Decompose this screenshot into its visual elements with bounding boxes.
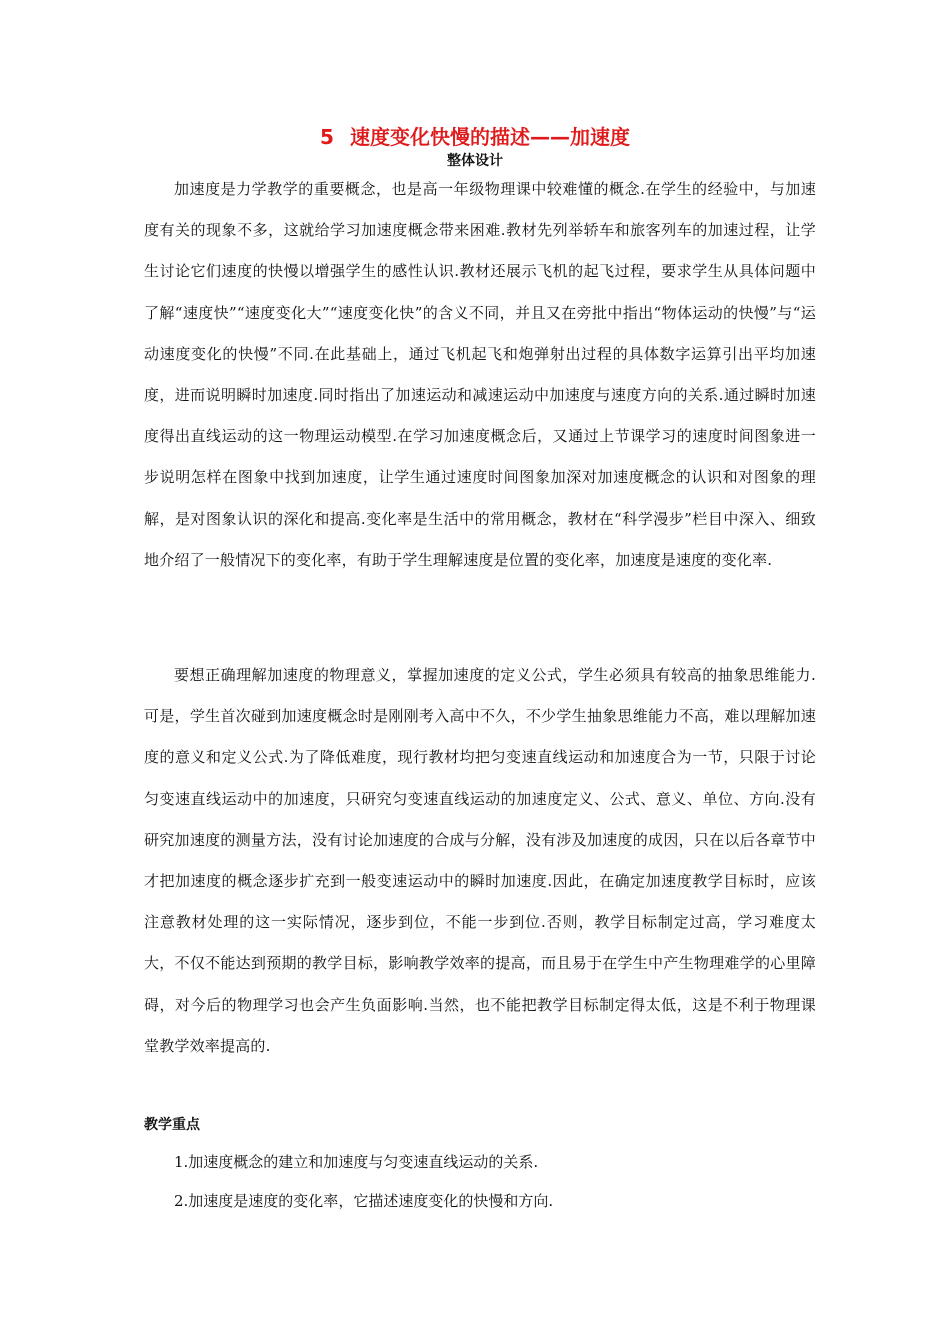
section-heading-key-points: 教学重点 xyxy=(144,1117,200,1133)
key-point-item: 2.加速度是速度的变化率，它描述速度变化的快慢和方向. xyxy=(174,1192,554,1210)
document-title xyxy=(0,124,950,150)
key-point-item: 1.加速度概念的建立和加速度与匀变速直线运动的关系. xyxy=(174,1153,539,1171)
paragraph-overview: 加速度是力学教学的重要概念，也是高一年级物理课中较难懂的概念.在学生的经验中，与加速度有关的现象不多，这就给学习加速度概念带来困难.教材先列举轿车和旅客列车的加速过程，让学生讨论它们速度的快慢以增强学生的感性认识.教材还展示飞机的起飞过程，要求学生从具体问题中了解“速度快”“速度变化大”“速度变化快”的含义不同，并且又在旁批中指出“物体运动的快慢”与“运动速度变化的快慢”不同.在此基础上，通过飞机起飞和炮弹射出过程的具体数字运算引出平均加速度，进而说明瞬时加速度.同时指出了加速运动和减速运动中加速度与速度方向的关系.通过瞬时加速度得出直线运动的这一物理运动模型.在学习加速度概念后，又通过上节课学习的速度时间图象进一步说明怎样在图象中找到加速度，让学生通过速度时间图象加深对加速度概念的认识和对图象的理解，是对图象认识的深化和提高.变化率是生活中的常用概念，教材在“科学漫步”栏目中深入、细致地介绍了一般情况下的变化率，有助于学生理解速度是位置的变化率，加速度是速度的变化率. xyxy=(144,180,816,569)
title-number: 5 xyxy=(320,125,334,149)
section-subtitle: 整体设计 xyxy=(447,153,503,169)
title-text: 速度变化快慢的描述——加速度 xyxy=(349,125,630,149)
paragraph-teaching-difficulty: 要想正确理解加速度的物理意义，掌握加速度的定义公式，学生必须具有较高的抽象思维能力.可是，学生首次碰到加速度概念时是刚刚考入高中不久，不少学生抽象思维能力不高，难以理解加速度的意义和定义公式.为了降低难度，现行教材均把匀变速直线运动和加速度合为一节，只限于讨论匀变速直线运动中的加速度，只研究匀变速直线运动的加速度定义、公式、意义、单位、方向.没有研究加速度的测量方法，没有讨论加速度的合成与分解，没有涉及加速度的成因，只在以后各章节中才把加速度的概念逐步扩充到一般变速运动中的瞬时加速度.因此，在确定加速度教学目标时，应该注意教材处理的这一实际情况，逐步到位，不能一步到位.否则，教学目标制定过高，学习难度太大，不仅不能达到预期的教学目标，影响教学效率的提高，而且易于在学生中产生物理难学的心里障碍，对今后的物理学习也会产生负面影响.当然，也不能把教学目标制定得太低，这是不利于物理课堂教学效率提高的. xyxy=(144,666,816,1055)
